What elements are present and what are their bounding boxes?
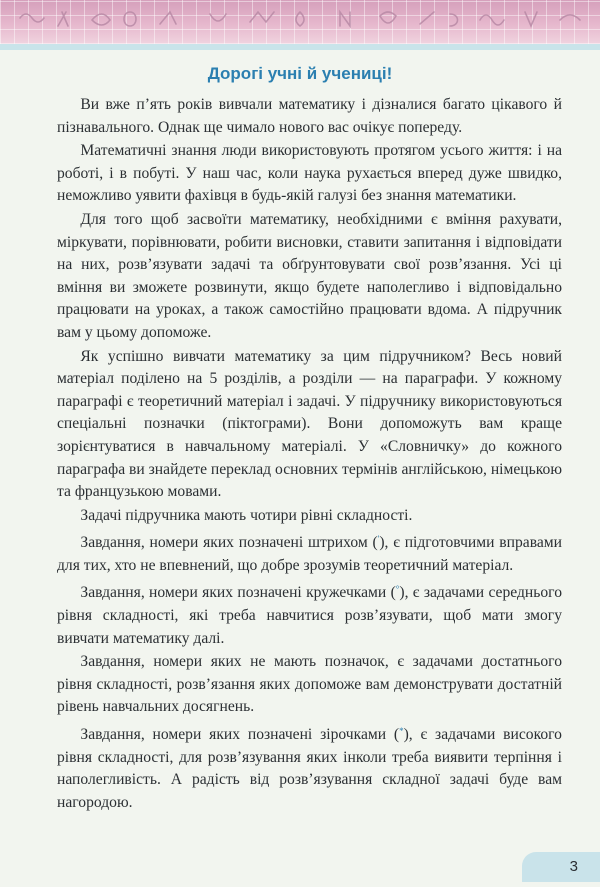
paragraph-1: Ви вже п’ять років вивчали математику і дізналися багато цікавого й пізнавального. Однак ще чимало нового вас очікує попереду. <box>57 96 562 136</box>
circle-mark-icon: ° <box>395 584 400 595</box>
decorative-header-band <box>0 0 600 44</box>
paragraph-6 <box>57 528 562 577</box>
handwriting-decoration-icon <box>0 0 600 44</box>
paragraph-5: Задачі підручника мають чотири рівні складності. <box>80 506 413 524</box>
header-strip <box>0 44 600 50</box>
p6-text-end: ), є підготовчими вправами для тих, хто не впевнений, що добре зрозумів теоретичний матеріал. <box>57 534 562 574</box>
star-mark-icon: * <box>399 726 404 737</box>
page-number: 3 <box>569 858 578 875</box>
paragraph-8: Завдання, номери яких не мають позначок, є задачами достатнього рівня складності, розв’язання яких допоможе вам демонструвати достатній рівень навчальних досягнень. <box>57 653 562 716</box>
paragraph-4: Як успішно вивчати математику за цим підручником? Весь новий матеріал поділено на 5 розділів, а розділи — на параграфи. У кожному параграфі є теоретичний матеріал і задачі. У підручнику використовуються спеціальні позначки (піктограми). Вони допоможуть вам краще зорієнтуватися в навчальному матеріалі. У «Словничку» до кожного параграфа ви знайдете переклад основних термінів англійською, німецькою та французькою мовами. <box>57 347 562 501</box>
paragraph-7 <box>57 578 562 650</box>
p7-text-start: Завдання, номери яких позначені кружечками ( <box>80 584 396 602</box>
stroke-mark-icon: ' <box>377 534 380 545</box>
paragraph-2: Математичні знання люди використовують протягом усього життя: і на роботі, і в побуті. У наш час, коли наука рухається вперед дуже швидко, неможливо уявити фахівця в будь-якій галузі без знання математики. <box>57 142 562 205</box>
page-number-tab <box>522 852 600 882</box>
p9-text-end: ), є задачами високого рівня складності, для розв’язування яких інколи треба виявити терпіння і наполегливість. А радість від розв’язування складної задачі буде вам нагородою. <box>57 726 562 811</box>
body-text <box>57 94 562 815</box>
paragraph-3: Для того щоб засвоїти математику, необхідними є вміння рахувати, міркувати, порівнювати, робити висновки, ставити запитання і відповідати на них, розв’язувати задачі та обґрунтовувати свої розв’язання. Усі ці вміння ви зможете розвинути, якщо будете наполегливо і відповідально працювати на уроках, а також самостійно працювати вдома. А підручник вам у цьому допоможе. <box>57 210 562 341</box>
p7-text-end: ), є задачами середнього рівня складності, які треба навчитися розв’язувати, щоб мати змогу вивчати математику далі. <box>57 584 562 647</box>
paragraph-9 <box>57 720 562 814</box>
p9-text-start: Завдання, номери яких позначені зірочками ( <box>80 726 400 744</box>
page-title: Дорогі учні й учениці! <box>207 64 393 83</box>
p6-text-start: Завдання, номери яких позначені штрихом ( <box>80 534 378 552</box>
